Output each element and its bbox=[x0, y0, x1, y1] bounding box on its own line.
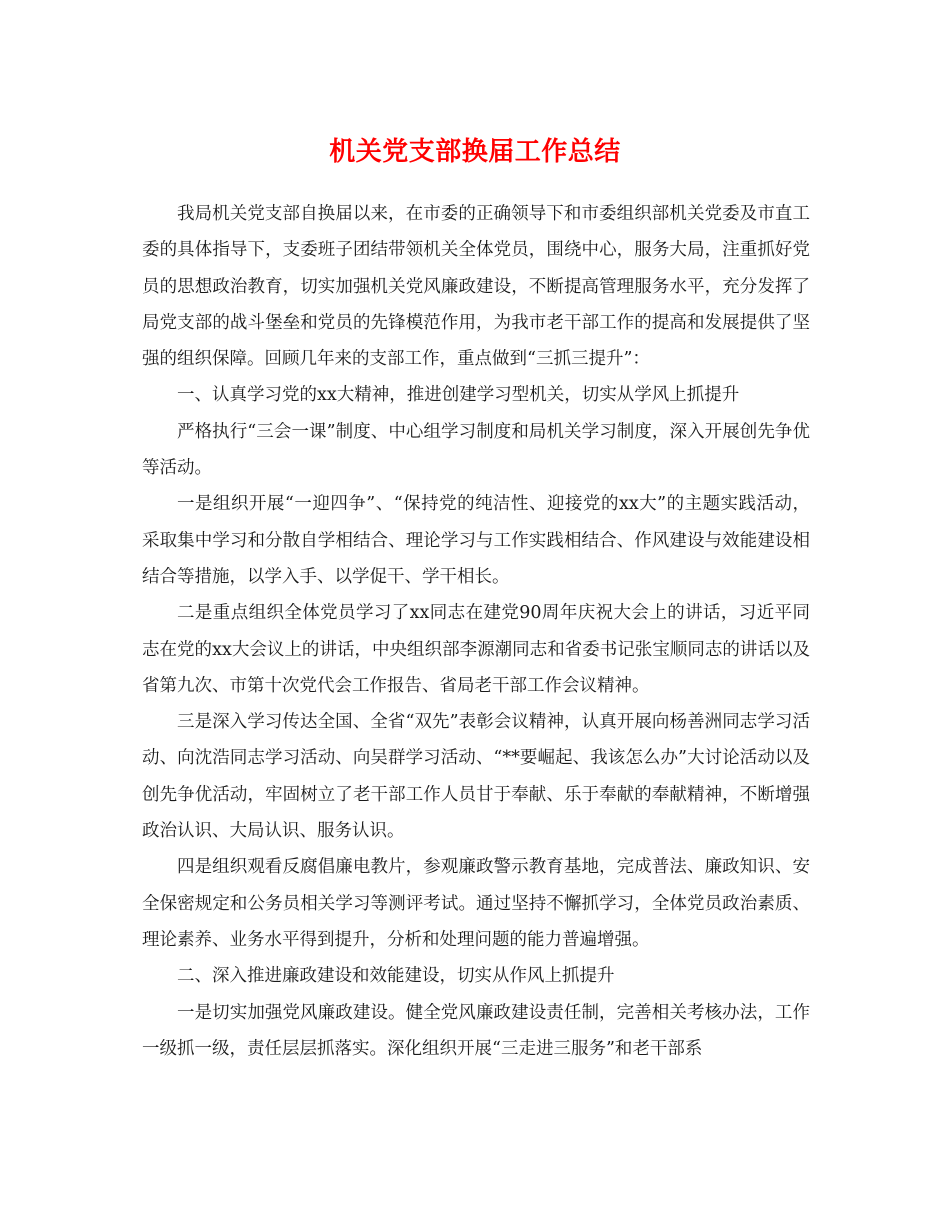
paragraph-item-3: 三是深入学习传达全国、全省“双先”表彰会议精神，认真开展向杨善洲同志学习活动、向沈浩同志学习活动、向吴群学习活动、“**要崛起、我该怎么办”大讨论活动以及创先争优活动，牢固树立了老干部工作人员甘于奉献、乐于奉献的奉献精神，不断增强政治认识、大局认识、服务认识。 bbox=[142, 712, 810, 842]
paragraph-item-5: 一是切实加强党风廉政建设。健全党风廉政建设责任制，完善相关考核办法，工作一级抓一级，责任层层抓落实。深化组织开展“三走进三服务”和老干部系 bbox=[142, 1002, 810, 1059]
paragraph-item-2: 二是重点组织全体党员学习了xx同志在建党90周年庆祝大会上的讲话，习近平同志在党的xx大会议上的讲话，中央组织部李源潮同志和省委书记张宝顺同志的讲话以及省第九次、市第十次党代会工作报告、省局老干部工作会议精神。 bbox=[142, 603, 810, 696]
document-title: 机关党支部换届工作总结 bbox=[329, 137, 621, 167]
document-body bbox=[142, 196, 810, 1067]
section-heading-2: 二、深入推进廉政建设和效能建设，切实从作风上抓提升 bbox=[177, 966, 615, 987]
section-heading-1: 一、认真学习党的xx大精神，推进创建学习型机关，切实从学风上抓提升 bbox=[177, 385, 740, 406]
paragraph-study-system: 严格执行“三会一课”制度、中心组学习制度和局机关学习制度，深入开展创先争优等活动。 bbox=[142, 421, 810, 479]
paragraph-item-4: 四是组织观看反腐倡廉电教片，参观廉政警示教育基地，完成普法、廉政知识、安全保密规定和公务员相关学习等测评考试。通过坚持不懈抓学习，全体党员政治素质、理论素养、业务水平得到提升，分析和处理问题的能力普遍增强。 bbox=[142, 857, 810, 950]
paragraph-item-1: 一是组织开展“一迎四争”、“保持党的纯洁性、迎接党的xx大”的主题实践活动，采取集中学习和分散自学相结合、理论学习与工作实践相结合、作风建设与效能建设相结合等措施，以学入手、以学促干、学干相长。 bbox=[142, 494, 810, 587]
paragraph-intro: 我局机关党支部自换届以来，在市委的正确领导下和市委组织部机关党委及市直工委的具体指导下，支委班子团结带领机关全体党员，围绕中心，服务大局，注重抓好党员的思想政治教育，切实加强机关党风廉政建设，不断提高管理服务水平，充分发挥了局党支部的战斗堡垒和党员的先锋模范作用，为我市老干部工作的提高和发展提供了坚强的组织保障。回顾几年来的支部工作，重点做到“三抓三提升”： bbox=[142, 204, 810, 370]
